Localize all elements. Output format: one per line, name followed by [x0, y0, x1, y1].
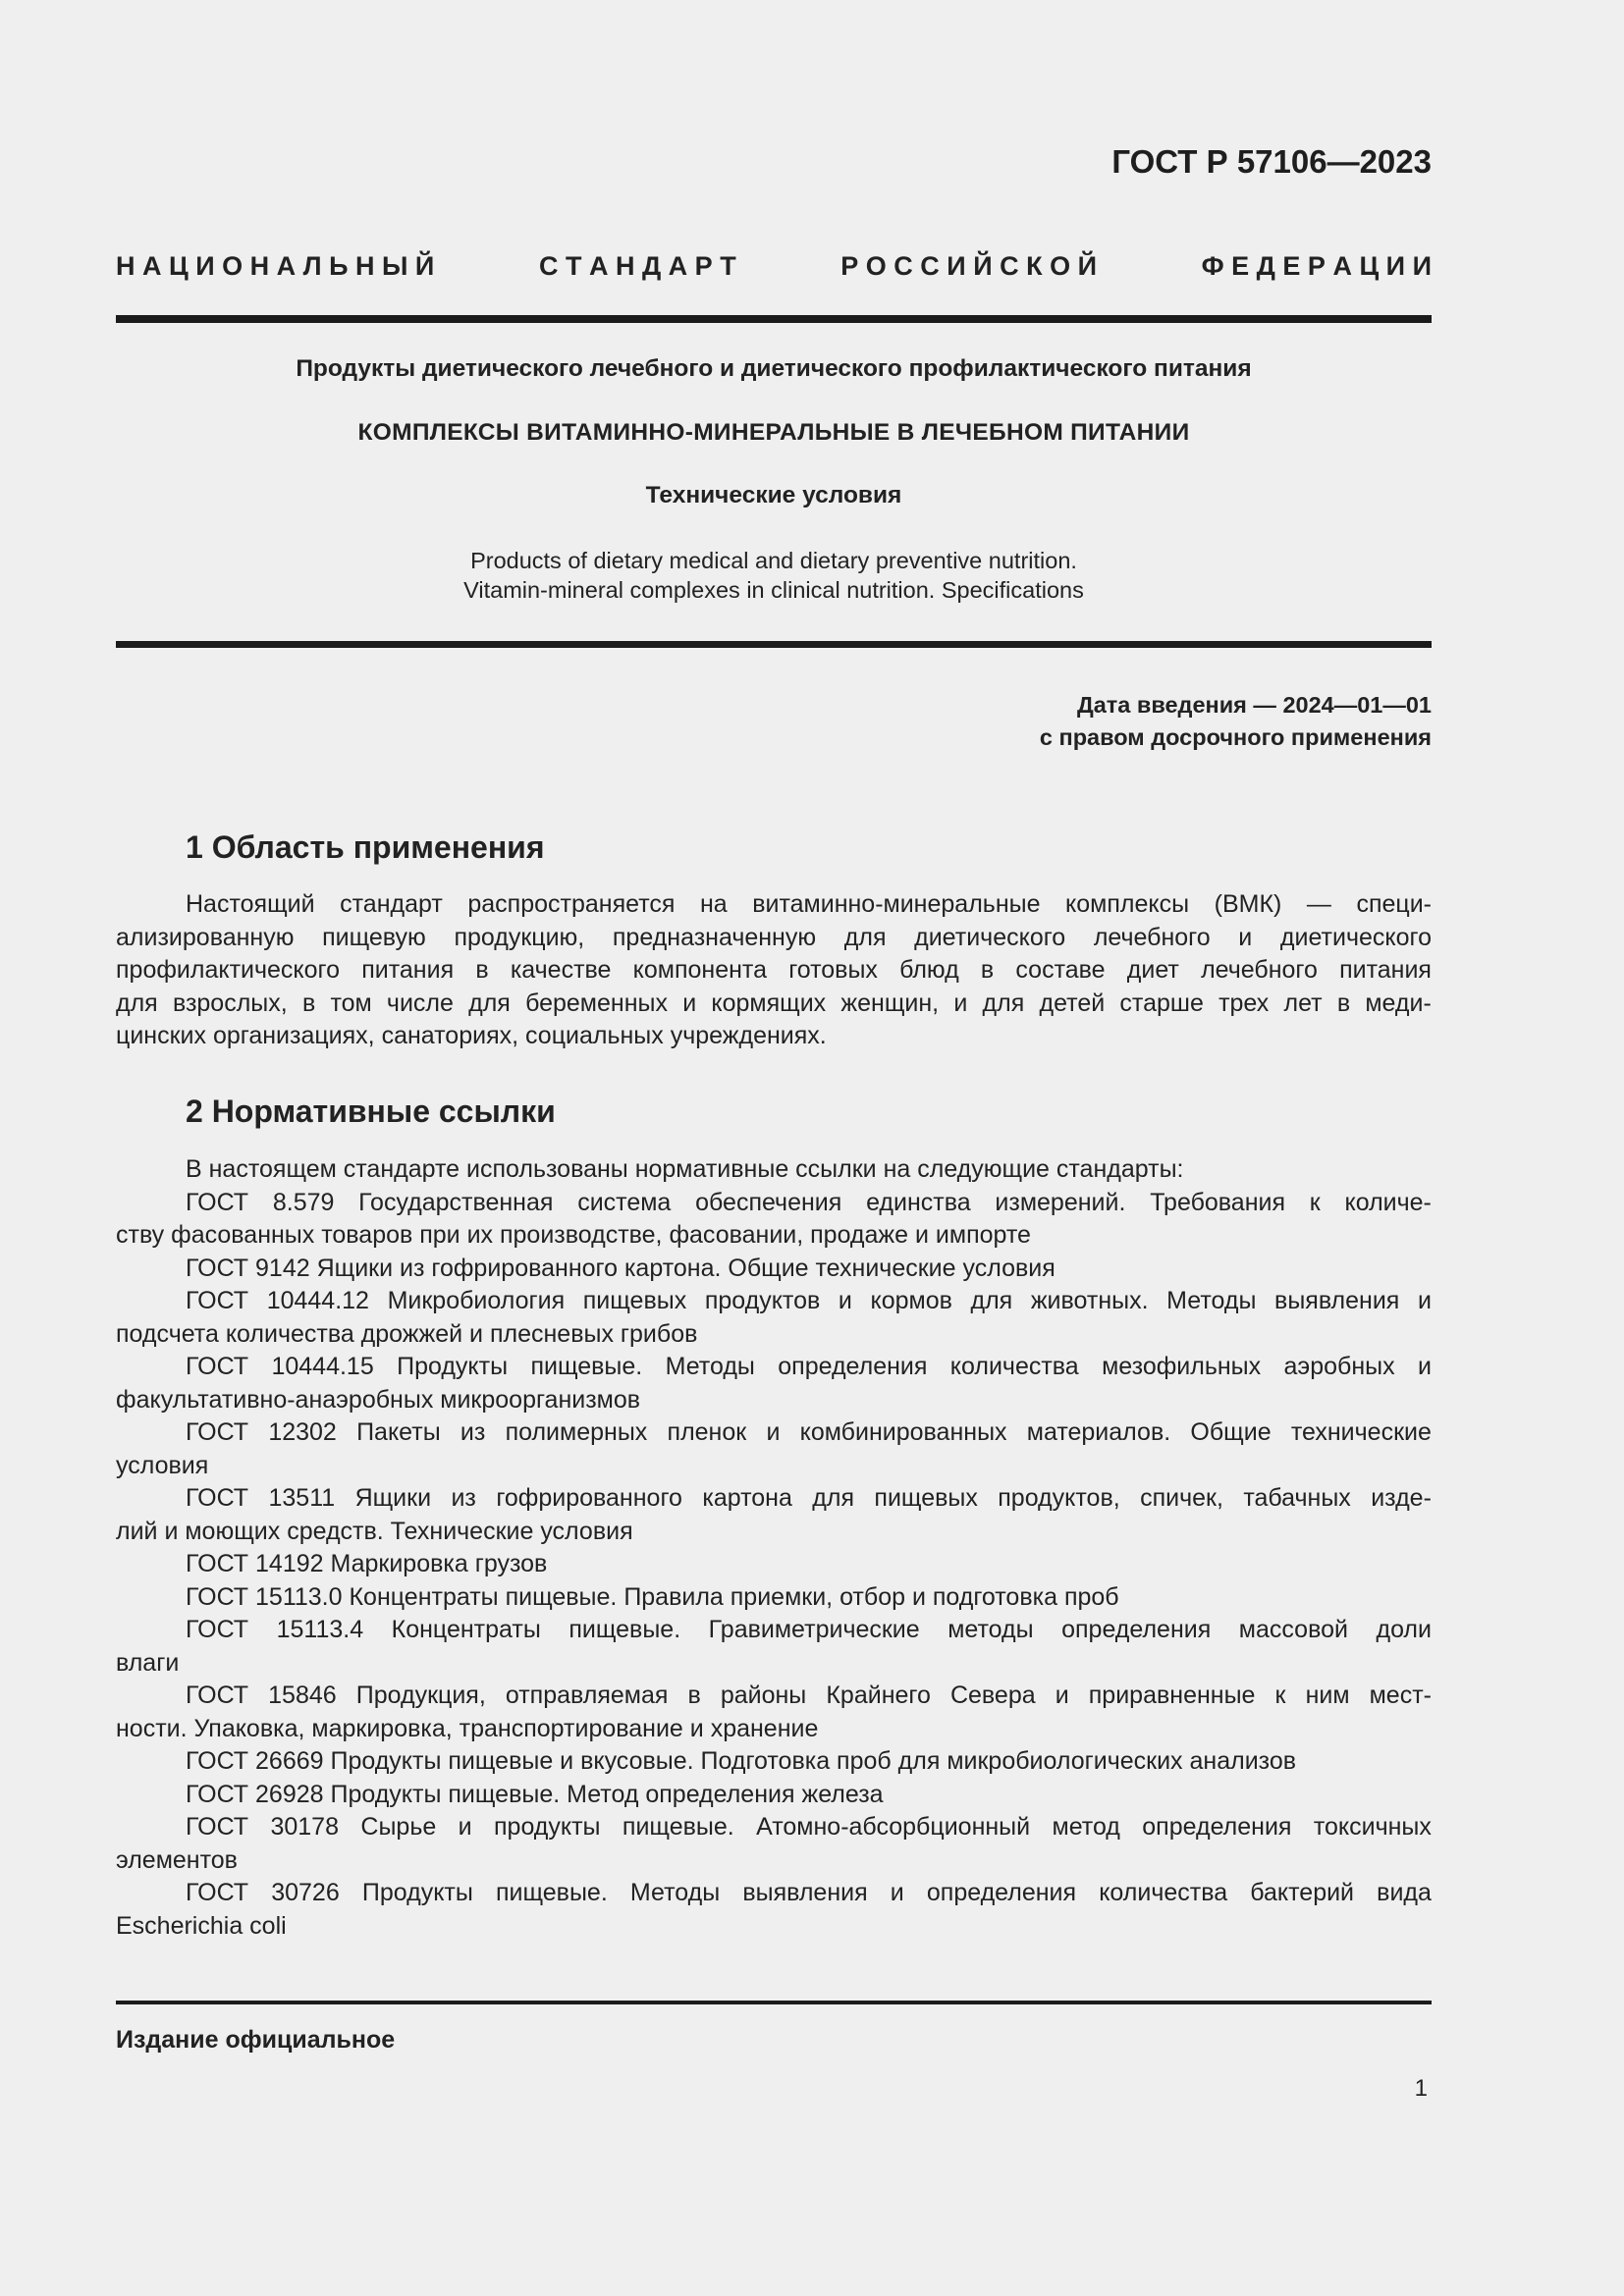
national-standard-banner: [116, 251, 1432, 282]
word: отправляемая: [505, 1682, 669, 1709]
reference-continuation: факультативно-анаэробных микроорганизмов: [116, 1385, 641, 1414]
word: для: [843, 923, 887, 951]
word: 12302: [268, 1418, 337, 1446]
reference-continuation: ству фасованных товаров при их производстве, фасовании, продаже и импорте: [116, 1221, 1031, 1249]
word: токсичных: [1313, 1813, 1432, 1841]
word: для: [116, 988, 158, 1017]
word: для: [468, 988, 511, 1017]
word: ГОСТ: [186, 1484, 249, 1512]
word: 10444.12: [266, 1287, 369, 1314]
word: числе: [386, 988, 454, 1017]
reference-item: [116, 1351, 1432, 1384]
word: Продукция,: [355, 1682, 486, 1709]
word: Ящики: [354, 1484, 432, 1512]
word: и: [1417, 1353, 1432, 1380]
reference-item: ГОСТ 26928 Продукты пищевые. Метод определения железа: [186, 1780, 884, 1808]
word: из: [460, 1418, 486, 1446]
word: ГОСТ: [186, 1682, 249, 1709]
word: 10444.15: [271, 1353, 374, 1380]
word: витаминно-минеральные: [752, 890, 1041, 918]
word: Микробиология: [387, 1287, 566, 1314]
word: 8.579: [272, 1188, 335, 1216]
reference-item: [116, 1811, 1432, 1844]
word: к: [1274, 1682, 1286, 1709]
word: доли: [1376, 1616, 1432, 1643]
section-heading-references: 2 Нормативные ссылки: [186, 1094, 556, 1129]
word: кормов: [870, 1287, 952, 1314]
word: ГОСТ: [186, 1287, 249, 1314]
title-subtitle: Технические условия: [645, 482, 902, 508]
word: готовых: [788, 956, 878, 984]
standard-number: ГОСТ Р 57106—2023: [1111, 143, 1432, 180]
text-line: В настоящем стандарте использованы нормативные ссылки на следующие стандарты:: [186, 1155, 1184, 1183]
reference-item: [116, 1285, 1432, 1318]
english-title: [116, 546, 1432, 605]
word: количества: [1099, 1879, 1228, 1906]
word: Требования: [1150, 1188, 1286, 1216]
word: количе-: [1344, 1188, 1432, 1216]
word: 30178: [270, 1813, 339, 1841]
word: ГОСТ: [186, 1616, 249, 1643]
word: массовой: [1238, 1616, 1348, 1643]
word: Продукты: [361, 1879, 473, 1906]
title-divider: [116, 641, 1432, 648]
word: картона: [702, 1484, 792, 1512]
word: в: [301, 988, 316, 1017]
introduction-date-block: [1040, 689, 1432, 754]
word: определения: [1061, 1616, 1212, 1643]
official-edition-label: Издание официальное: [116, 2026, 396, 2054]
word: продукты: [494, 1813, 601, 1841]
early-application-note: с правом досрочного применения: [1039, 724, 1432, 750]
word: определения: [926, 1879, 1077, 1906]
reference-continuation: условия: [116, 1451, 209, 1479]
word: женщин,: [840, 988, 940, 1017]
word: Крайнего: [826, 1682, 931, 1709]
word: качестве: [510, 956, 612, 984]
reference-item: ГОСТ 14192 Маркировка грузов: [186, 1550, 548, 1577]
word: Атомно-абсорбционный: [756, 1813, 1031, 1841]
reference-item: ГОСТ 26669 Продукты пищевые и вкусовые. Подготовка проб для микробиологических анализов: [186, 1747, 1297, 1775]
word: для: [982, 988, 1025, 1017]
top-divider: [116, 315, 1432, 323]
word: ГОСТ: [186, 1353, 249, 1380]
english-title-line: Products of dietary medical and dietary preventive nutrition.: [470, 548, 1077, 573]
word: Государственная: [358, 1188, 554, 1216]
word: лечебного: [1201, 956, 1318, 984]
word: количества: [949, 1353, 1079, 1380]
references-list: [116, 1153, 1432, 1943]
word: предназначенную: [612, 923, 817, 951]
reference-continuation: лий и моющих средств. Технические условия: [116, 1517, 633, 1545]
word: 15846: [268, 1682, 337, 1709]
word: пленок: [667, 1418, 747, 1446]
word: вида: [1377, 1879, 1432, 1906]
word: кормящих: [711, 988, 827, 1017]
word: —: [1306, 890, 1331, 918]
word: диет: [1126, 956, 1179, 984]
word: профилактического: [116, 956, 341, 984]
word: изде-: [1371, 1484, 1432, 1512]
word: ГОСТ: [186, 1188, 249, 1216]
word: и: [890, 1879, 904, 1906]
word: и: [1417, 1287, 1432, 1314]
word: и: [1238, 923, 1253, 951]
text-line: [116, 922, 1432, 955]
word: для: [812, 1484, 854, 1512]
reference-item: [116, 1187, 1432, 1220]
word: ним: [1305, 1682, 1350, 1709]
text-line: [116, 988, 1432, 1021]
word: пищевых: [582, 1287, 687, 1314]
word: Пакеты: [356, 1418, 441, 1446]
word: материалов.: [1026, 1418, 1171, 1446]
word: (ВМК): [1214, 890, 1282, 918]
word: выявления: [1274, 1287, 1400, 1314]
word: пищевые.: [530, 1353, 643, 1380]
word: ализированную: [116, 923, 295, 951]
text-line: цинских организациях, санаториях, социальных учреждениях.: [116, 1022, 827, 1049]
word: методы: [947, 1616, 1034, 1643]
word: детей: [1039, 988, 1106, 1017]
word: Продукты: [397, 1353, 509, 1380]
word: и: [682, 988, 697, 1017]
word: бактерий: [1250, 1879, 1355, 1906]
word: система: [577, 1188, 672, 1216]
word: Методы: [629, 1879, 721, 1906]
word: ГОСТ: [186, 1879, 249, 1906]
reference-item: ГОСТ 15113.0 Концентраты пищевые. Правила приемки, отбор и подготовка проб: [186, 1582, 1119, 1611]
section-heading-scope: 1 Область применения: [186, 829, 545, 865]
reference-continuation: Escherichia coli: [116, 1911, 287, 1940]
word: лет: [1283, 988, 1323, 1017]
banner-word: Н А Ц И О Н А Л Ь Н Ы Й: [116, 251, 435, 281]
word: в: [475, 956, 489, 984]
word: измерений.: [995, 1188, 1126, 1216]
word: компонента: [632, 956, 767, 984]
reference-item: [116, 1877, 1432, 1910]
word: взрослых,: [172, 988, 288, 1017]
reference-item: [116, 1416, 1432, 1450]
word: единства: [866, 1188, 971, 1216]
word: метод: [1052, 1813, 1120, 1841]
word: Настоящий: [186, 890, 315, 918]
reference-item: [116, 1680, 1432, 1713]
reference-item: [116, 1482, 1432, 1516]
reference-item: [116, 1614, 1432, 1647]
word: том: [330, 988, 372, 1017]
word: продуктов,: [998, 1484, 1120, 1512]
title-main: КОМПЛЕКСЫ ВИТАМИННО-МИНЕРАЛЬНЫЕ В ЛЕЧЕБНОМ ПИТАНИИ: [357, 419, 1190, 446]
word: меди-: [1365, 988, 1432, 1017]
word: мезофильных: [1102, 1353, 1262, 1380]
word: в: [980, 956, 995, 984]
word: 13511: [268, 1484, 336, 1512]
banner-word: С Т А Н Д А Р Т: [538, 251, 736, 281]
word: мест-: [1369, 1682, 1432, 1709]
text-line: [116, 954, 1432, 988]
word: и: [1055, 1682, 1069, 1709]
word: Сырье: [360, 1813, 437, 1841]
word: и: [458, 1813, 472, 1841]
word: питания: [361, 956, 455, 984]
word: и: [766, 1418, 781, 1446]
english-title-line: Vitamin-mineral complexes in clinical nutrition. Specifications: [463, 577, 1084, 603]
word: для: [970, 1287, 1013, 1314]
word: ГОСТ: [186, 1813, 249, 1841]
word: гофрированного: [496, 1484, 682, 1512]
banner-word: Р О С С И Й С К О Й: [840, 251, 1098, 281]
word: определения: [778, 1353, 928, 1380]
word: беременных: [525, 988, 668, 1017]
word: лечебного: [1093, 923, 1211, 951]
word: на: [699, 890, 728, 918]
scope-paragraph: [116, 888, 1432, 1053]
word: районы: [720, 1682, 807, 1709]
word: животных.: [1030, 1287, 1149, 1314]
word: в: [687, 1682, 701, 1709]
title-group: Продукты диетического лечебного и диетического профилактического питания: [296, 355, 1252, 382]
word: определения: [1142, 1813, 1292, 1841]
word: приравненные: [1088, 1682, 1256, 1709]
word: табачных: [1243, 1484, 1351, 1512]
word: питания: [1339, 956, 1432, 984]
introduction-date: Дата введения — 2024—01—01: [1076, 692, 1432, 718]
word: полимерных: [505, 1418, 648, 1446]
word: пищевые.: [568, 1616, 681, 1643]
word: стандарт: [340, 890, 443, 918]
word: ГОСТ: [186, 1418, 249, 1446]
word: пищевую: [322, 923, 426, 951]
word: распространяется: [467, 890, 676, 918]
reference-continuation: элементов: [116, 1845, 238, 1874]
word: Гравиметрические: [708, 1616, 920, 1643]
word: спичек,: [1140, 1484, 1223, 1512]
reference-item: ГОСТ 9142 Ящики из гофрированного картона. Общие технические условия: [186, 1254, 1056, 1282]
word: аэробных: [1283, 1353, 1395, 1380]
word: пищевые.: [495, 1879, 608, 1906]
word: и: [953, 988, 968, 1017]
word: диетического: [914, 923, 1066, 951]
word: Методы: [665, 1353, 755, 1380]
word: старше: [1119, 988, 1204, 1017]
word: 30726: [271, 1879, 340, 1906]
page-number: 1: [1414, 2075, 1428, 2102]
footer-divider: [116, 2001, 1432, 2004]
reference-continuation: ности. Упаковка, маркировка, транспортирование и хранение: [116, 1714, 819, 1742]
word: пищевых: [874, 1484, 978, 1512]
word: 15113.4: [276, 1616, 364, 1643]
reference-continuation: влаги: [116, 1648, 180, 1677]
word: пищевые.: [622, 1813, 734, 1841]
word: технические: [1290, 1418, 1432, 1446]
word: составе: [1015, 956, 1106, 984]
word: в: [1336, 988, 1351, 1017]
text-line: [116, 888, 1432, 922]
word: обеспечения: [695, 1188, 842, 1216]
word: трех: [1218, 988, 1270, 1017]
word: продуктов: [704, 1287, 821, 1314]
reference-continuation: подсчета количества дрожжей и плесневых грибов: [116, 1319, 698, 1348]
word: диетического: [1279, 923, 1432, 951]
word: продукцию,: [454, 923, 585, 951]
word: и: [838, 1287, 852, 1314]
word: блюд: [899, 956, 959, 984]
word: Методы: [1166, 1287, 1257, 1314]
word: выявления: [742, 1879, 868, 1906]
word: из: [451, 1484, 476, 1512]
word: специ-: [1356, 890, 1432, 918]
word: Севера: [949, 1682, 1036, 1709]
word: комбинированных: [799, 1418, 1007, 1446]
word: Общие: [1190, 1418, 1272, 1446]
banner-word: Ф Е Д Е Р А Ц И И: [1201, 251, 1432, 281]
word: комплексы: [1065, 890, 1190, 918]
word: Концентраты: [391, 1616, 541, 1643]
word: к: [1309, 1188, 1321, 1216]
